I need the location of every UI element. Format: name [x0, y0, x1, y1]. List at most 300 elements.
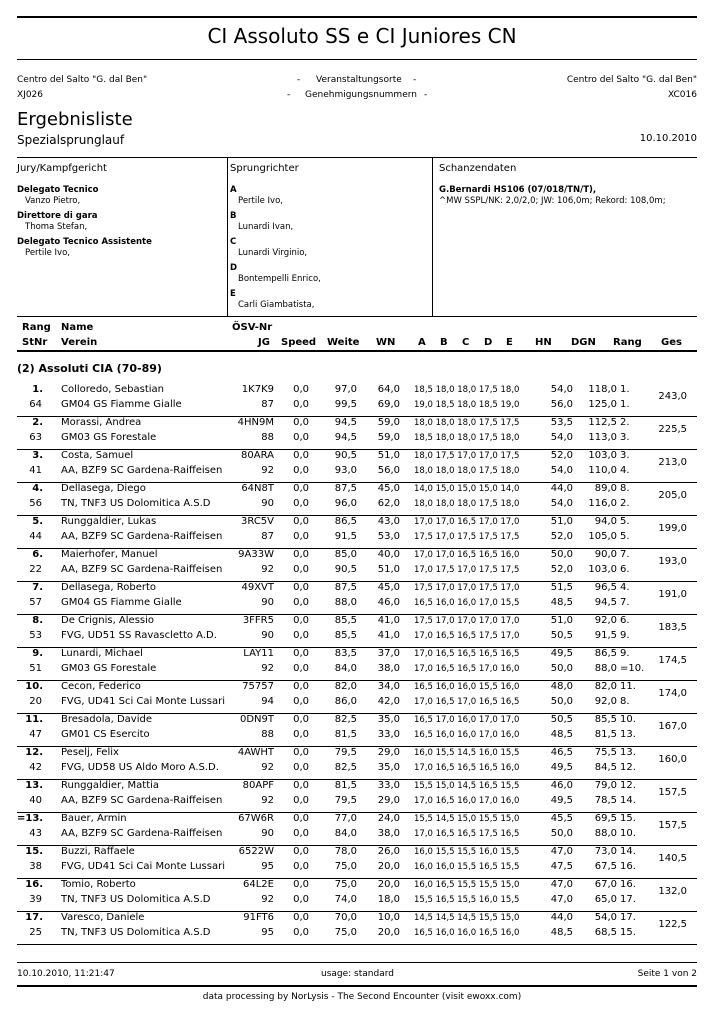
birth-year: 90 [261, 828, 274, 839]
judge-scores: 14,0 15,0 15,0 15,0 14,0 [414, 484, 520, 494]
start-number: 22 [29, 564, 42, 575]
rank: 7. [32, 582, 43, 593]
style-points: 50,0 [550, 828, 573, 839]
distance: 82,0 [334, 681, 357, 692]
jump-points: 81,5 [594, 729, 617, 740]
fis-code: 67W6R [238, 813, 274, 824]
speed: 0,0 [293, 582, 309, 593]
speed: 0,0 [293, 549, 309, 560]
rank: 8. [32, 615, 43, 626]
distance-points: 59,0 [377, 417, 400, 428]
table-row [17, 911, 697, 945]
total-points: 140,5 [658, 853, 687, 864]
jump-points: 68,5 [594, 927, 617, 938]
speed: 0,0 [293, 696, 309, 707]
jump-rank: 16. [620, 879, 636, 890]
judge-name: Lunardi Ivan, [238, 222, 294, 232]
judge-scores: 17,0 16,5 17,0 16,5 16,5 [414, 697, 520, 707]
distance-points: 10,0 [377, 912, 400, 923]
speed: 0,0 [293, 630, 309, 641]
col-wn: WN [376, 337, 396, 348]
table-row [17, 482, 697, 516]
style-points: 54,0 [550, 384, 573, 395]
style-points: 45,5 [550, 813, 573, 824]
club: TN, TNF3 US Dolomitica A.S.D [61, 894, 211, 905]
jump-points: 88,0 [594, 663, 617, 674]
distance-points: 37,0 [377, 648, 400, 659]
club: TN, TNF3 US Dolomitica A.S.D [61, 927, 211, 938]
jump-points: 86,5 [594, 648, 617, 659]
total-points: 205,0 [658, 490, 687, 501]
jump-points: 79,0 [594, 780, 617, 791]
jump-points: 89,0 [594, 483, 617, 494]
club: GM01 CS Esercito [61, 729, 150, 740]
jump-points: 103,0 [588, 564, 617, 575]
jury-title: Jury/Kampfgericht [17, 163, 107, 174]
start-number: 56 [29, 498, 42, 509]
col-dgn: DGN [571, 337, 596, 348]
distance: 75,0 [334, 861, 357, 872]
speed: 0,0 [293, 681, 309, 692]
athlete-name: Runggaldier, Lukas [61, 516, 157, 527]
jump-rank: 4. [620, 465, 630, 476]
jump-points: 116,0 [588, 498, 617, 509]
jump-rank: 9. [620, 648, 630, 659]
jump-points: 78,5 [594, 795, 617, 806]
table-row [17, 878, 697, 912]
judge-scores: 17,0 16,5 16,5 16,5 16,5 [414, 649, 520, 659]
jump-rank: 7. [620, 549, 630, 560]
jump-rank: 9. [620, 630, 630, 641]
approval-right: XC016 [668, 90, 697, 100]
results-subheading: Spezialsprunglauf [17, 133, 125, 147]
distance-points: 24,0 [377, 813, 400, 824]
speed: 0,0 [293, 780, 309, 791]
speed: 0,0 [293, 648, 309, 659]
start-number: 51 [29, 663, 42, 674]
approval-dash-left: - [287, 90, 291, 100]
speed: 0,0 [293, 399, 309, 410]
jump-rank: 1. [620, 399, 630, 410]
distance-points: 38,0 [377, 663, 400, 674]
jump-points: 118,0 [588, 384, 617, 395]
birth-year: 92 [261, 564, 274, 575]
judge-letter: A [230, 185, 237, 195]
jump-points: 90,0 [594, 549, 617, 560]
judge-letter: D [230, 263, 238, 273]
style-points: 52,0 [550, 531, 573, 542]
style-points: 50,5 [550, 630, 573, 641]
club: AA, BZF9 SC Gardena-Raiffeisen [61, 465, 223, 476]
col-a: A [418, 337, 426, 348]
judge-scores: 17,0 16,5 16,0 17,0 16,0 [414, 796, 520, 806]
speed: 0,0 [293, 714, 309, 725]
distance-points: 20,0 [377, 927, 400, 938]
speed: 0,0 [293, 564, 309, 575]
jump-points: 94,0 [594, 516, 617, 527]
athlete-name: De Crignis, Alessio [61, 615, 155, 626]
total-points: 174,5 [658, 655, 687, 666]
jump-points: 75,5 [594, 747, 617, 758]
start-number: 38 [29, 861, 42, 872]
jump-rank: 15. [620, 813, 636, 824]
speed: 0,0 [293, 846, 309, 857]
jump-points: 96,5 [594, 582, 617, 593]
style-points: 53,5 [550, 417, 573, 428]
speed: 0,0 [293, 747, 309, 758]
top-rule [17, 16, 697, 18]
distance: 90,5 [334, 564, 357, 575]
direttore-name: Thoma Stefan, [25, 222, 88, 232]
jump-rank: 11. [620, 681, 636, 692]
col-hn: HN [535, 337, 552, 348]
speed: 0,0 [293, 432, 309, 443]
table-row [17, 548, 697, 582]
club: FVG, UD41 Sci Cai Monte Lussari [61, 696, 225, 707]
fis-code: 9A33W [238, 549, 274, 560]
col-d: D [484, 337, 493, 348]
judge-scores: 15,5 16,5 15,5 16,0 15,5 [414, 895, 520, 905]
hill-details: ^MW SSPL/NK: 2,0/2,0; JW: 106,0m; Rekord: 108,0m; [439, 196, 666, 206]
birth-year: 95 [261, 927, 274, 938]
start-number: 41 [29, 465, 42, 476]
jump-points: 110,0 [588, 465, 617, 476]
table-row [17, 647, 697, 681]
jump-points: 105,0 [588, 531, 617, 542]
style-points: 54,0 [550, 498, 573, 509]
distance: 90,5 [334, 450, 357, 461]
jump-rank: 3. [620, 432, 630, 443]
rank: 1. [32, 384, 43, 395]
style-points: 52,0 [550, 564, 573, 575]
distance: 78,0 [334, 846, 357, 857]
club: GM03 GS Forestale [61, 663, 157, 674]
distance-points: 41,0 [377, 615, 400, 626]
rank: 9. [32, 648, 43, 659]
jump-rank: 7. [620, 597, 630, 608]
distance-points: 20,0 [377, 879, 400, 890]
speed: 0,0 [293, 879, 309, 890]
jump-rank: 16. [620, 861, 636, 872]
judge-scores: 16,5 16,0 16,0 17,0 16,0 [414, 730, 520, 740]
jury-box [17, 157, 697, 317]
delegato-label: Delegato Tecnico [17, 185, 99, 195]
jump-points: 94,5 [594, 597, 617, 608]
style-points: 48,5 [550, 927, 573, 938]
judge-scores: 18,0 17,5 17,0 17,0 17,5 [414, 451, 520, 461]
style-points: 49,5 [550, 648, 573, 659]
total-points: 157,5 [658, 820, 687, 831]
jump-points: 67,0 [594, 879, 617, 890]
distance: 86,0 [334, 696, 357, 707]
rank: 6. [32, 549, 43, 560]
speed: 0,0 [293, 828, 309, 839]
footer-usage: usage: standard [321, 969, 394, 979]
style-points: 44,0 [550, 483, 573, 494]
fis-code: 80ARA [241, 450, 274, 461]
distance: 82,5 [334, 714, 357, 725]
athlete-name: Cecon, Federico [61, 681, 141, 692]
total-points: 193,0 [658, 556, 687, 567]
table-row [17, 416, 697, 450]
start-number: 44 [29, 531, 42, 542]
header-rule [17, 350, 697, 352]
distance-points: 59,0 [377, 432, 400, 443]
athlete-name: Dellasega, Roberto [61, 582, 156, 593]
club: AA, BZF9 SC Gardena-Raiffeisen [61, 564, 223, 575]
jump-rank: 12. [620, 780, 636, 791]
judge-name: Carli Giambatista, [238, 300, 315, 310]
birth-year: 88 [261, 729, 274, 740]
venue-label: Veranstaltungsorte [316, 75, 402, 85]
judge-scores: 17,0 17,0 16,5 16,5 16,0 [414, 550, 520, 560]
birth-year: 88 [261, 432, 274, 443]
athlete-name: Tomio, Roberto [61, 879, 136, 890]
athlete-name: Buzzi, Raffaele [61, 846, 135, 857]
athlete-name: Bauer, Armin [61, 813, 127, 824]
fis-code: 80APF [242, 780, 274, 791]
club: FVG, UD41 Sci Cai Monte Lussari [61, 861, 225, 872]
distance-points: 20,0 [377, 861, 400, 872]
style-points: 50,0 [550, 663, 573, 674]
total-points: 191,0 [658, 589, 687, 600]
table-row [17, 746, 697, 780]
venue-right: Centro del Salto "G. dal Ben" [566, 75, 697, 85]
distance-points: 29,0 [377, 747, 400, 758]
style-points: 47,0 [550, 846, 573, 857]
col-speed: Speed [281, 337, 317, 348]
table-row [17, 614, 697, 648]
jump-rank: 14. [620, 846, 636, 857]
style-points: 50,0 [550, 549, 573, 560]
jump-rank: 4. [620, 582, 630, 593]
total-points: 183,5 [658, 622, 687, 633]
fis-code: 49XVT [241, 582, 274, 593]
jump-points: 67,5 [594, 861, 617, 872]
start-number: 64 [29, 399, 42, 410]
jump-points: 125,0 [588, 399, 617, 410]
style-points: 44,0 [550, 912, 573, 923]
fis-code: 75757 [242, 681, 274, 692]
speed: 0,0 [293, 450, 309, 461]
jump-rank: 1. [620, 384, 630, 395]
athlete-name: Lunardi, Michael [61, 648, 143, 659]
venue-left: Centro del Salto "G. dal Ben" [17, 75, 148, 85]
jump-points: 103,0 [588, 450, 617, 461]
distance-points: 53,0 [377, 531, 400, 542]
club: AA, BZF9 SC Gardena-Raiffeisen [61, 531, 223, 542]
judge-scores: 16,0 15,5 14,5 16,0 15,5 [414, 748, 520, 758]
distance-points: 26,0 [377, 846, 400, 857]
rank: 4. [32, 483, 43, 494]
style-points: 49,5 [550, 795, 573, 806]
distance: 97,0 [334, 384, 357, 395]
distance: 84,0 [334, 828, 357, 839]
rank: 12. [25, 747, 43, 758]
style-points: 48,5 [550, 597, 573, 608]
judge-scores: 18,5 18,0 18,0 17,5 18,0 [414, 385, 520, 395]
birth-year: 90 [261, 597, 274, 608]
start-number: 57 [29, 597, 42, 608]
judge-name: Bontempelli Enrico, [238, 274, 321, 284]
jump-points: 113,0 [588, 432, 617, 443]
col-verein: Verein [61, 337, 98, 348]
distance-points: 46,0 [377, 597, 400, 608]
speed: 0,0 [293, 483, 309, 494]
judge-scores: 15,5 14,5 15,0 15,5 15,0 [414, 814, 520, 824]
results-heading: Ergebnisliste [17, 109, 133, 130]
col-b: B [440, 337, 448, 348]
total-points: 157,5 [658, 787, 687, 798]
col-jg: JG [258, 337, 270, 348]
rank: 3. [32, 450, 43, 461]
jump-rank: =10. [620, 663, 645, 674]
judge-letter: E [230, 289, 236, 299]
jump-rank: 2. [620, 498, 630, 509]
speed: 0,0 [293, 762, 309, 773]
style-points: 50,0 [550, 696, 573, 707]
distance-points: 33,0 [377, 780, 400, 791]
jump-rank: 10. [620, 828, 636, 839]
judge-scores: 17,5 17,0 17,5 17,5 17,5 [414, 532, 520, 542]
athlete-name: Morassi, Andrea [61, 417, 142, 428]
jump-points: 69,5 [594, 813, 617, 824]
judge-scores: 16,5 16,0 16,0 17,0 15,5 [414, 598, 520, 608]
judge-scores: 16,5 16,0 16,0 16,5 16,0 [414, 928, 520, 938]
distance-points: 45,0 [377, 483, 400, 494]
style-points: 51,0 [550, 516, 573, 527]
table-row [17, 449, 697, 483]
distance: 84,0 [334, 663, 357, 674]
judge-scores: 17,0 16,5 16,5 16,5 16,0 [414, 763, 520, 773]
jump-rank: 6. [620, 615, 630, 626]
athlete-name: Costa, Samuel [61, 450, 134, 461]
style-points: 54,0 [550, 465, 573, 476]
judge-scores: 17,0 16,5 16,5 17,5 17,0 [414, 631, 520, 641]
jump-rank: 14. [620, 795, 636, 806]
judge-scores: 16,5 16,0 16,0 15,5 16,0 [414, 682, 520, 692]
distance: 85,5 [334, 615, 357, 626]
speed: 0,0 [293, 861, 309, 872]
distance: 87,5 [334, 582, 357, 593]
start-number: 42 [29, 762, 42, 773]
category-title: (2) Assoluti CIA (70-89) [17, 362, 162, 375]
distance: 85,5 [334, 630, 357, 641]
speed: 0,0 [293, 465, 309, 476]
style-points: 47,0 [550, 879, 573, 890]
total-points: 160,0 [658, 754, 687, 765]
jump-rank: 10. [620, 714, 636, 725]
start-number: 47 [29, 729, 42, 740]
birth-year: 87 [261, 399, 274, 410]
speed: 0,0 [293, 894, 309, 905]
distance: 96,0 [334, 498, 357, 509]
start-number: 63 [29, 432, 42, 443]
distance: 75,0 [334, 879, 357, 890]
club: GM03 GS Forestale [61, 432, 157, 443]
distance-points: 45,0 [377, 582, 400, 593]
distance-points: 29,0 [377, 795, 400, 806]
rank: 10. [25, 681, 43, 692]
birth-year: 95 [261, 861, 274, 872]
distance: 79,5 [334, 747, 357, 758]
jump-points: 88,0 [594, 828, 617, 839]
col-name: Name [61, 322, 94, 333]
venue-dash-right: - [413, 75, 417, 85]
col-rang2: Rang [613, 337, 642, 348]
fis-code: 64L2E [243, 879, 274, 890]
footer-timestamp: 10.10.2010, 11:21:47 [17, 969, 115, 979]
jump-rank: 17. [620, 912, 636, 923]
distance-points: 18,0 [377, 894, 400, 905]
judge-scores: 17,5 17,0 17,0 17,5 17,0 [414, 583, 520, 593]
club: AA, BZF9 SC Gardena-Raiffeisen [61, 795, 223, 806]
style-points: 48,5 [550, 729, 573, 740]
fis-code: 3RC5V [241, 516, 274, 527]
style-points: 50,5 [550, 714, 573, 725]
assistente-name: Pertile Ivo, [25, 248, 70, 258]
start-number: 53 [29, 630, 42, 641]
jury-column [17, 158, 227, 316]
rank: 16. [25, 879, 43, 890]
title-rule [17, 59, 697, 60]
table-row [17, 581, 697, 615]
rank: 5. [32, 516, 43, 527]
col-osv: ÖSV-Nr [232, 322, 273, 333]
style-points: 47,0 [550, 894, 573, 905]
distance-points: 56,0 [377, 465, 400, 476]
start-number: 25 [29, 927, 42, 938]
start-number: 20 [29, 696, 42, 707]
judge-scores: 17,0 17,0 16,5 17,0 17,0 [414, 517, 520, 527]
jump-rank: 5. [620, 531, 630, 542]
distance: 94,5 [334, 432, 357, 443]
approval-dash-right: - [424, 90, 428, 100]
venue-dash-left: - [297, 75, 301, 85]
style-points: 51,5 [550, 582, 573, 593]
fis-code: LAY11 [243, 648, 274, 659]
distance-points: 62,0 [377, 498, 400, 509]
approval-left: XJ026 [17, 90, 43, 100]
distance: 77,0 [334, 813, 357, 824]
rank: 13. [25, 780, 43, 791]
fis-code: 91FT6 [243, 912, 274, 923]
total-points: 174,0 [658, 688, 687, 699]
jump-rank: 5. [620, 516, 630, 527]
total-points: 199,0 [658, 523, 687, 534]
col-rang: Rang [22, 322, 51, 333]
rank: 2. [32, 417, 43, 428]
distance: 94,5 [334, 417, 357, 428]
distance-points: 43,0 [377, 516, 400, 527]
approval-label: Genehmigungsnummern [305, 90, 417, 100]
distance: 70,0 [334, 912, 357, 923]
judge-scores: 15,5 15,0 14,5 16,5 15,5 [414, 781, 520, 791]
style-points: 54,0 [550, 432, 573, 443]
judge-name: Pertile Ivo, [238, 196, 283, 206]
jump-rank: 17. [620, 894, 636, 905]
distance: 87,5 [334, 483, 357, 494]
distance: 86,5 [334, 516, 357, 527]
style-points: 46,5 [550, 747, 573, 758]
distance-points: 33,0 [377, 729, 400, 740]
distance-points: 38,0 [377, 828, 400, 839]
judge-scores: 16,0 16,0 15,5 16,5 15,5 [414, 862, 520, 872]
fis-code: 6522W [238, 846, 274, 857]
birth-year: 92 [261, 894, 274, 905]
judge-letter: C [230, 237, 237, 247]
distance: 74,0 [334, 894, 357, 905]
